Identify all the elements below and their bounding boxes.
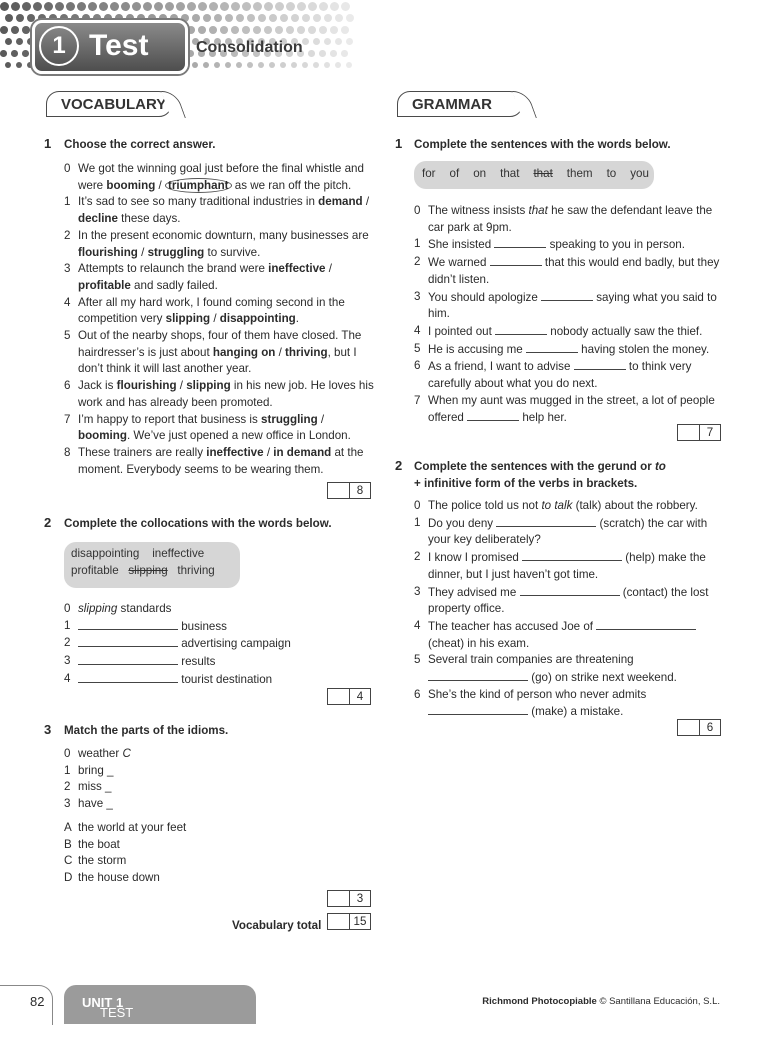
word-box-word: that [533, 167, 553, 180]
item-text: advertising campaign [78, 635, 374, 653]
item-text: I’m happy to report that business is struggling / booming. We’ve just opened a new office in London. [78, 412, 351, 443]
item-number: 4 [414, 618, 421, 632]
vocab-q3-options [64, 820, 264, 887]
item-number: 0 [64, 162, 71, 175]
list-item [414, 236, 720, 254]
item-text: As a friend, I want to advise to think very carefully about what you do next. [428, 360, 692, 391]
item-number: 3 [414, 584, 421, 598]
list-item [64, 746, 264, 763]
list-item [64, 870, 264, 887]
grammar-q1-instruction: Complete the sentences with the words below. [414, 138, 671, 151]
list-item [64, 820, 264, 837]
word-box-word: of [449, 167, 460, 180]
list-item [414, 289, 720, 323]
list-item [64, 671, 374, 689]
list-item [414, 323, 720, 341]
item-number: 2 [64, 780, 71, 794]
vocabulary-heading: VOCABULARY [46, 91, 172, 117]
word-box-word: to [606, 167, 617, 180]
footer-unit-label: UNIT 1 TEST Consolidation [82, 995, 179, 1037]
item-text: Jack is flourishing / slipping in his new job. He loves his work and has already been promoted. [78, 379, 374, 409]
item-number: 6 [64, 379, 71, 393]
word-box-line-2: profitable slipping thriving [71, 564, 215, 577]
item-text: You should apologize saying what you said to him. [428, 290, 717, 321]
item-text: results [78, 653, 374, 671]
item-number: 5 [64, 329, 71, 343]
list-item [414, 203, 720, 236]
list-item [414, 687, 720, 721]
vocab-q2-list [64, 601, 374, 689]
item-number: B [64, 837, 72, 851]
item-text: I know I promised (help) make the dinner, but I just haven’t got time. [428, 551, 706, 581]
item-number: 2 [414, 550, 421, 564]
list-item [64, 161, 374, 194]
unit-number: 1 [39, 26, 79, 66]
list-item [64, 779, 264, 796]
list-item [414, 358, 720, 392]
list-item [414, 549, 720, 583]
vocab-q3-number: 3 [44, 722, 52, 737]
page-subtitle: Consolidation [196, 39, 303, 56]
list-item [414, 254, 720, 288]
list-item [64, 837, 264, 854]
item-number: 5 [414, 341, 421, 355]
item-text: She’s the kind of person who never admits (make) a mistake. [428, 687, 647, 719]
list-item [414, 515, 720, 549]
vocab-q1-instruction: Choose the correct answer. [64, 138, 216, 151]
page-number-tab [0, 985, 53, 1025]
item-text: the boat [78, 837, 120, 851]
vocab-q2-word-box [64, 542, 240, 588]
item-number: 8 [64, 445, 71, 459]
list-item [64, 653, 374, 671]
grammar-q1-word-box [414, 161, 654, 189]
grammar-q2-score-box[interactable]: 6 [677, 719, 721, 736]
item-text: the storm [78, 854, 127, 868]
list-item [64, 328, 374, 378]
item-text: the world at your feet [78, 821, 187, 834]
vocab-q1-score-box[interactable]: 8 [327, 482, 371, 499]
test-label: Test [89, 29, 149, 62]
vocabulary-total-box[interactable]: 15 [327, 913, 371, 930]
list-item [64, 763, 264, 780]
list-item [64, 853, 264, 870]
item-text: The police told us not to talk (talk) about the robbery. [428, 499, 698, 512]
page-number: 82 [30, 994, 45, 1009]
item-number: 6 [414, 687, 421, 701]
item-text: Out of the nearby shops, four of them have closed. The hairdresser’s is just about hanging on / thriving, but I don’t think it will last another year. [78, 329, 362, 376]
list-item [64, 796, 264, 813]
item-text: the house down [78, 871, 160, 885]
item-number: 1 [414, 515, 421, 529]
item-text: It’s sad to see so many traditional industries in demand / decline these days. [78, 195, 370, 226]
item-number: 0 [414, 499, 421, 512]
item-number: 7 [64, 412, 71, 426]
list-item [64, 295, 374, 328]
list-item [64, 635, 374, 653]
item-number: 2 [414, 255, 421, 269]
item-number: 7 [414, 393, 421, 407]
list-item [64, 618, 374, 636]
item-text: We warned that this would end badly, but they didn’t listen. [428, 256, 720, 286]
item-text: Do you deny (scratch) the car with your key deliberately? [428, 516, 708, 547]
footer-copyright: Richmond Photocopiable © Santillana Educación, S.L. [482, 996, 720, 1007]
vocab-q2-number: 2 [44, 515, 52, 530]
word-box-word: that [500, 167, 520, 180]
grammar-q2-list [414, 498, 720, 721]
item-number: 6 [414, 359, 421, 373]
grammar-q1-number: 1 [395, 136, 403, 151]
test-badge [32, 20, 188, 74]
vocab-q1-list [64, 161, 374, 478]
word-box-line-1: disappointing ineffective [71, 547, 205, 560]
list-item [64, 445, 374, 478]
item-text: They advised me (contact) the lost property office. [428, 585, 709, 616]
item-number: 3 [414, 289, 421, 303]
item-text: Several train companies are threatening (go) on strike next weekend. [428, 653, 677, 685]
list-item [64, 228, 374, 261]
item-number: 5 [414, 653, 421, 667]
item-text: slipping standards [78, 602, 172, 615]
item-text: have _ [78, 797, 113, 811]
word-box-word: for [422, 167, 436, 180]
item-number: C [64, 854, 73, 868]
item-number: D [64, 871, 73, 885]
grammar-heading: GRAMMAR [397, 91, 523, 117]
list-item [64, 378, 374, 411]
item-number: 1 [414, 237, 421, 251]
grammar-q2-instruction: Complete the sentences with the gerund or to + infinitive form of the verbs in brackets. [414, 460, 666, 490]
vocab-q1-number: 1 [44, 136, 52, 151]
item-number: 1 [64, 618, 71, 632]
item-text: business [78, 618, 374, 636]
vocabulary-total-label: Vocabulary total [232, 919, 322, 932]
grammar-q1-score-box[interactable]: 7 [677, 424, 721, 441]
list-item [414, 584, 720, 618]
list-item [64, 261, 374, 294]
list-item [64, 194, 374, 227]
footer-unit-tab [64, 985, 256, 1037]
item-text: These trainers are really ineffective / in demand at the moment. Everybody seems to be wearing them. [78, 445, 364, 476]
list-item [414, 393, 720, 427]
item-number: 4 [64, 671, 71, 685]
item-text: tourist destination [78, 671, 374, 689]
item-text: miss _ [78, 780, 112, 794]
list-item [414, 618, 720, 652]
item-number: 4 [414, 323, 421, 337]
vocab-q2-score-box[interactable]: 4 [327, 688, 371, 705]
vocab-q3-score-box[interactable]: 3 [327, 890, 371, 907]
item-number: 0 [64, 602, 71, 615]
item-text: Attempts to relaunch the brand were ineffective / profitable and sadly failed. [78, 262, 332, 292]
item-number: 1 [64, 195, 71, 209]
vocab-q3-instruction: Match the parts of the idioms. [64, 724, 229, 737]
item-text: When my aunt was mugged in the street, a lot of people offered help her. [428, 393, 715, 425]
word-box-word: you [630, 167, 649, 180]
item-text: She insisted speaking to you in person. [428, 238, 685, 252]
item-text: We got the winning goal just before the final whistle and were booming / triumphant as we ran off the pitch. [78, 162, 364, 192]
item-text: The witness insists that he saw the defendant leave the car park at 9pm. [428, 204, 713, 234]
vocab-q3-list [64, 746, 264, 813]
item-number: 2 [64, 636, 71, 650]
item-number: 3 [64, 797, 71, 811]
word-box-word: them [566, 167, 593, 180]
item-text: The teacher has accused Joe of (cheat) in his exam. [428, 618, 720, 652]
item-number: 0 [414, 204, 421, 217]
item-text: bring _ [78, 763, 114, 777]
item-number: 4 [64, 295, 71, 309]
list-item [414, 498, 720, 515]
item-number: 0 [64, 747, 71, 760]
item-text: He is accusing me having stolen the money. [428, 342, 710, 356]
word-box-word: on [473, 167, 487, 180]
item-text: In the present economic downturn, many businesses are flourishing / struggling to survive. [78, 228, 369, 259]
item-number: 1 [64, 763, 71, 777]
grammar-q1-list [414, 203, 720, 427]
item-text: weather C [78, 747, 131, 760]
grammar-word-list [422, 166, 663, 183]
list-item [414, 341, 720, 359]
list-item [64, 601, 374, 618]
item-number: 2 [64, 228, 71, 242]
vocab-q2-instruction: Complete the collocations with the words below. [64, 517, 332, 530]
item-text: After all my hard work, I found coming second in the competition very slipping / disappointing. [78, 295, 345, 326]
list-item [64, 412, 374, 445]
list-item [414, 652, 720, 686]
item-text: I pointed out nobody actually saw the thief. [428, 324, 703, 338]
grammar-q2-number: 2 [395, 458, 403, 473]
item-number: 3 [64, 654, 71, 668]
item-number: A [64, 821, 72, 834]
item-number: 3 [64, 262, 71, 276]
